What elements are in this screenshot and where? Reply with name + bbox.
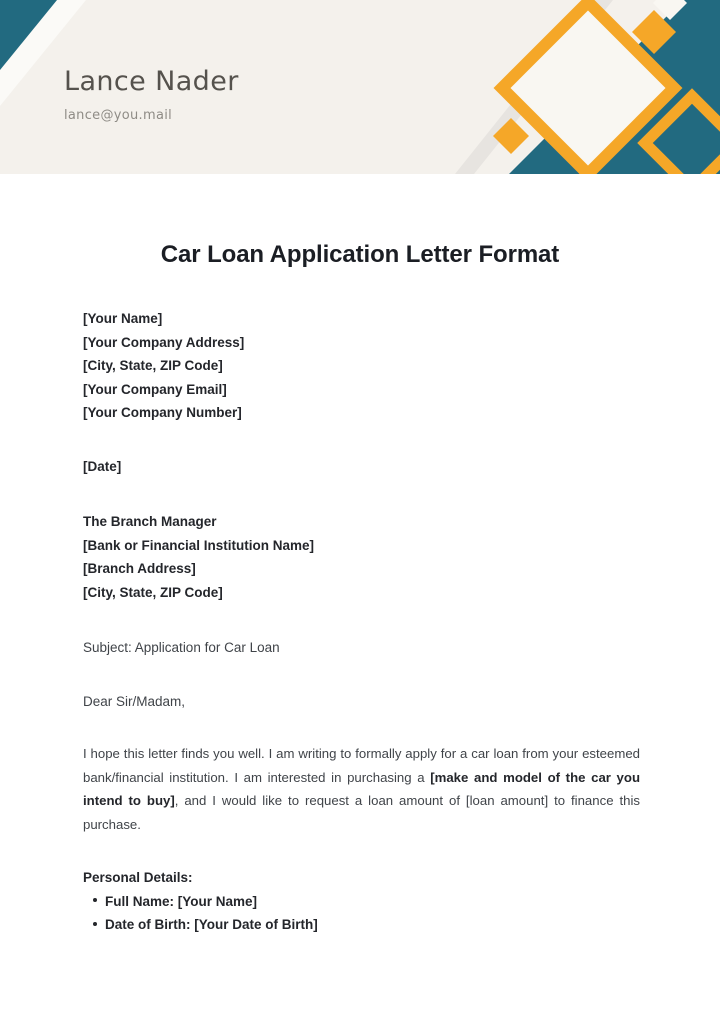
letter-title: Car Loan Application Letter Format [160, 241, 560, 268]
paragraph-bold-placeholder: [make and model of the car you intend to buy] [83, 769, 641, 808]
sender-line: [Your Company Email] [83, 381, 227, 397]
list-item [83, 890, 640, 914]
list-item-text: Full Name: [Your Name] [105, 893, 258, 909]
sender-line: [Your Company Number] [83, 405, 242, 420]
list-item [83, 913, 640, 937]
sender-address-block [83, 307, 640, 425]
profile-email: lance@you.mail [64, 108, 173, 123]
recipient-line: [City, State, ZIP Code] [83, 584, 223, 600]
recipient-address-block [83, 510, 640, 604]
personal-details-section [83, 866, 640, 937]
sender-line: [Your Name] [83, 311, 163, 326]
paragraph-text: , and I would like to request a loan amount of [loan amount] to finance this purchase. [83, 793, 640, 832]
personal-details-heading: Personal Details: [83, 870, 193, 885]
body-paragraph [83, 742, 640, 836]
bullet-icon [93, 922, 97, 926]
bullet-icon [93, 898, 97, 902]
salutation-line: Dear Sir/Madam, [83, 694, 186, 709]
recipient-line: [Branch Address] [83, 561, 196, 576]
recipient-line: The Branch Manager [83, 514, 217, 529]
paragraph-text: I hope this letter finds you well. I am writing to formally apply for a car loan from your esteemed bank/financial institution. I am interested in purchasing a [83, 746, 640, 785]
profile-name: Lance Nader [64, 66, 239, 97]
recipient-line: [Bank or Financial Institution Name] [83, 537, 315, 553]
list-item-text: Date of Birth: [Your Date of Birth] [105, 917, 318, 932]
date-line: [Date] [83, 459, 122, 474]
sender-line: [City, State, ZIP Code] [83, 358, 223, 373]
sender-line: [Your Company Address] [83, 334, 245, 350]
subject-line: Subject: Application for Car Loan [83, 640, 280, 655]
